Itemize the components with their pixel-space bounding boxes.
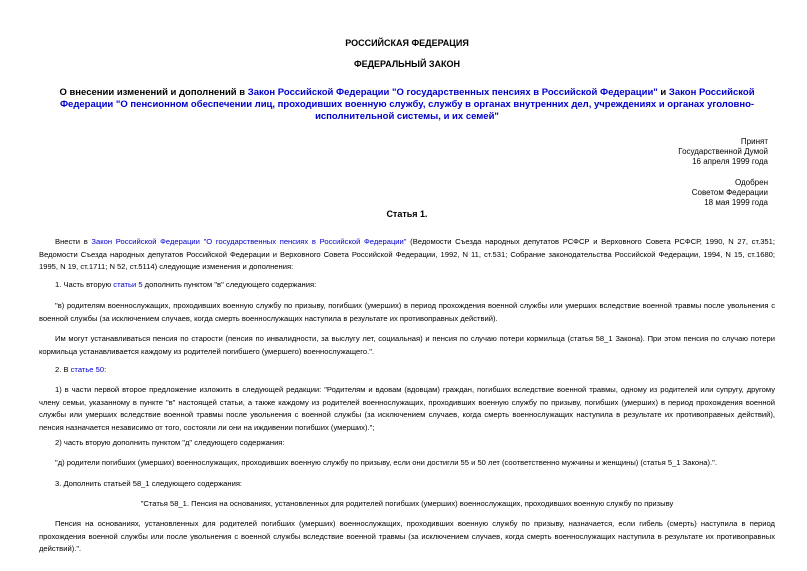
paragraph-subitem-2: 2) часть вторую дополнить пунктом "д" следующего содержания:: [55, 438, 285, 447]
paragraph-intro-prefix: Внести в: [55, 237, 92, 246]
title-middle: и: [657, 87, 669, 98]
paragraph-item-3: 3. Дополнить статьей 58_1 следующего содержания:: [55, 479, 243, 488]
link-state-pensions-law[interactable]: Закон Российской Федерации "О государственных пенсиях в Российской Федерации": [91, 237, 407, 246]
link-article-5[interactable]: статьи 5: [113, 280, 143, 289]
adoption-line-1: Принят: [740, 137, 768, 146]
link-article-50[interactable]: статье 50: [70, 365, 105, 374]
adoption-line-2: Государственной Думой: [678, 147, 768, 156]
paragraph-item-2-suffix: :: [104, 365, 107, 374]
approval-date: 18 мая 1999 года: [704, 198, 768, 207]
law-type-heading: ФЕДЕРАЛЬНЫЙ ЗАКОН: [353, 59, 461, 69]
adoption-block: [678, 137, 768, 167]
paragraph-item-1-suffix: дополнить пунктом "в" следующего содержания:: [142, 280, 317, 289]
paragraph-intro: [39, 236, 775, 274]
article-58-1-heading: "Статья 58_1. Пенсия на основаниях, установленных для родителей погибших (умерших) военнослужащих, проходивших военную службу по призыву: [140, 499, 674, 508]
paragraph-item-1: [39, 279, 775, 292]
approval-line-2: Советом Федерации: [691, 188, 768, 197]
paragraph-subitem-1: 1) в части первой второе предложение изложить в следующей редакции: "Родителям и вдовам (вдовцам) граждан, погибших вследствие военной травмы, одному из родителей или супругу, другому члену семьи, указанному в пункте "в" настоящей статьи, а также каждому из родителей военнослужащих, проходивших военную службу по призыву, погибших (умерших) в период прохождения военной службы или умерших вследствие военной травмы после увольнения с военной службы (за исключением случаев, когда смерть военнослужащих наступила в результате их противоправных действий), пенсия назначается независимо от того, состояли ли они на иждивении погибших (умерших).";: [39, 385, 775, 432]
paragraph-intro-suffix: (Ведомости Съезда народных депутатов РСФСР и Верховного Совета РСФСР, 1990, N 27, ст.351; Ведомости Съезда народных депутатов Российской Федерации и Верховного Совета Российской Федерации, 1992, N 11, ст.531; Собрание законодательства Российской Федерации, 1994, N 15, ст.1680; 1995, N 19, ст.1711; N 52, ст.5114) следующие изменения и дополнения:: [39, 237, 775, 271]
paragraph-point-v: "в) родителям военнослужащих, проходивших военную службу по призыву, погибших (умерших) в период прохождения военной службы или умерших вследствие военной травмы после увольнения с военной службы (за исключением случаев, когда смерть военнослужащих наступила в результате их противоправных действий).: [39, 301, 775, 323]
paragraph-item-2-prefix: 2. В: [55, 365, 71, 374]
law-title: [39, 87, 775, 123]
title-link-state-pensions[interactable]: Закон Российской Федерации "О государственных пенсиях в Российской Федерации": [247, 87, 658, 98]
approval-block: [692, 178, 768, 208]
article-heading: Статья 1.: [386, 209, 428, 219]
adoption-date: 16 апреля 1999 года: [692, 157, 768, 166]
title-link-military-pensions[interactable]: Закон Российской Федерации "О пенсионном обеспечении лиц, проходивших военную службу, службу в органах внутренних дел, учреждениях и органах уголовно-исполнительной системы, и их семей": [59, 87, 755, 122]
approval-line-1: Одобрен: [734, 178, 768, 187]
paragraph-item-2: [39, 364, 775, 377]
country-heading: РОССИЙСКАЯ ФЕДЕРАЦИЯ: [345, 38, 469, 48]
paragraph-pension-types: Им могут устанавливаться пенсия по старости (пенсия по инвалидности, за выслугу лет, социальная) и пенсия по случаю потери кормильца (статья 58_1 Закона). При этом пенсия по случаю потери кормильца устанавливается каждому из родителей погибшего (умершего) военнослужащего.".: [39, 334, 775, 356]
paragraph-point-d: "д) родители погибших (умерших) военнослужащих, проходивших военную службу по призыву, если они достигли 55 и 50 лет (соответственно мужчины и женщины) (статья 5_1 Закона).".: [55, 458, 717, 467]
title-prefix: О внесении изменений и дополнений в: [59, 87, 248, 98]
paragraph-item-1-prefix: 1. Часть вторую: [55, 280, 114, 289]
paragraph-article-58-1-text: Пенсия на основаниях, установленных для родителей погибших (умерших) военнослужащих, проходивших военную службу по призыву, назначается, если гибель (смерть) наступила в период прохождения военной службы или после увольнения с военной службы вследствие военной травмы (за исключением случаев, когда смерть военнослужащих наступила в результате их противоправных действий).".: [39, 519, 775, 553]
